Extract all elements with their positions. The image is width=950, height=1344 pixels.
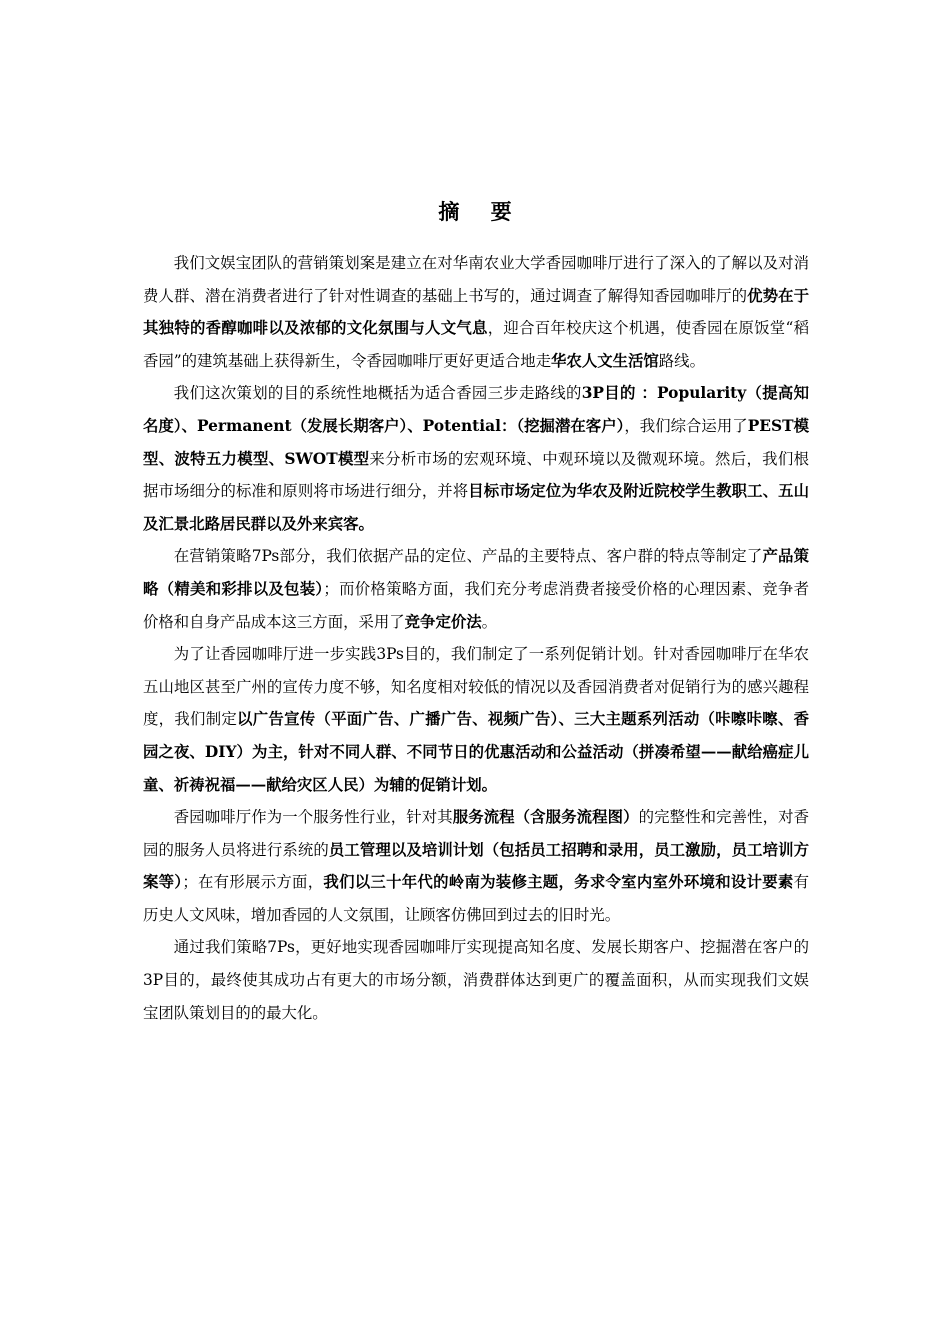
text-run: 的完整性和完善性，对香园的服务人员将进行系统的	[143, 808, 809, 859]
bold-text-run: 我们以三十年代的岭南为装修主题，务求令室内室外环境和设计要素	[323, 873, 794, 892]
text-run: ，我们综合运用了	[624, 416, 748, 435]
bold-text-run: 华农人文生活馆	[551, 351, 659, 370]
bold-text-run: 3P目的 ：Popularity（提高知名度）、Permanent（发展长期客户）、Potential：（挖掘潜在客户）	[143, 384, 809, 435]
bold-text-run: 服务流程（含服务流程图）	[452, 808, 639, 827]
text-run: 为了让香园咖啡厅进一步实践3Ps目的，我们制定了一系列促销计划。针对香园咖啡厅在华农五山地区甚至广州的宣传力度不够，知名度相对较低的情况以及香园消费者对促销行为的感兴趣程度，我们制定	[143, 645, 809, 729]
bold-text-run: 优势在于其独特的香醇咖啡以及浓郁的文化氛围与人文气息	[143, 286, 809, 338]
abstract-paragraph	[143, 377, 809, 540]
abstract-paragraph	[143, 931, 809, 1029]
page-title: 摘 要	[438, 199, 524, 224]
abstract-body	[143, 247, 809, 1029]
text-run: 香园咖啡厅作为一个服务性行业，针对其	[173, 808, 453, 827]
text-run: ；而价格策略方面，我们充分考虑消费者接受价格的心理因素、竞争者价格和自身产品成本这三方面，采用了	[143, 579, 809, 631]
bold-text-run: 竞争定价法	[404, 612, 482, 631]
bold-text-run: PEST模型、波特五力模型、SWOT模型	[143, 416, 809, 468]
bold-text-run: 以广告宣传（平面广告、广播广告、视频广告）、三大主题系列活动（咔嚓咔嚓、香园之夜、DIY）为主，针对不同人群、不同节日的优惠活动和公益活动（拼凑希望——献给癌症儿童、祈祷祝福——献给灾区人民）为辅的促销计划。	[143, 710, 809, 794]
text-run: 通过我们策略7Ps，更好地实现香园咖啡厅实现提高知名度、发展长期客户、挖掘潜在客户的3P目的，最终使其成功占有更大的市场分额，消费群体达到更广的覆盖面积，从而实现我们文娱宝团队策划目的的最大化。	[143, 938, 809, 1022]
text-run: 来分析市场的宏观环境、中观环境以及微观环境。然后，我们根据市场细分的标准和原则将市场进行细分，并将	[143, 449, 809, 501]
text-run: 我们文娱宝团队的营销策划案是建立在对华南农业大学香园咖啡厅进行了深入的了解以及对消费人群、潜在消费者进行了针对性调查的基础上书写的，通过调查了解得知香园咖啡厅的	[143, 254, 809, 305]
text-run: 在营销策略7Ps部分，我们依据产品的定位、产品的主要特点、客户群的特点等制定了	[173, 547, 763, 566]
bold-text-run: 目标市场定位为华农及附近院校学生教职工、五山及汇景北路居民群以及外来宾客。	[143, 482, 809, 533]
bold-text-run: 产品策略（精美和彩排以及包装）	[143, 547, 809, 598]
text-run: 我们这次策划的目的系统性地概括为适合香园三步走路线的	[173, 384, 582, 403]
text-run: 。	[481, 612, 498, 631]
text-run: 有历史人文风味，增加香园的人文氛围，让顾客仿佛回到过去的旧时光。	[143, 873, 809, 924]
abstract-paragraph	[143, 638, 809, 801]
abstract-paragraph	[143, 540, 809, 638]
text-run: ；在有形展示方面，	[182, 873, 324, 892]
text-run: ，迎合百年校庆这个机遇，使香园在原饭堂“稻香园”的建筑基础上获得新生，令香园咖啡厅更好更适合地走	[143, 319, 809, 370]
text-run: 路线。	[658, 351, 705, 370]
bold-text-run: 员工管理以及培训计划（包括员工招聘和录用，员工激励，员工培训方案等）	[143, 840, 809, 892]
abstract-paragraph	[143, 801, 809, 931]
abstract-paragraph	[143, 247, 809, 377]
